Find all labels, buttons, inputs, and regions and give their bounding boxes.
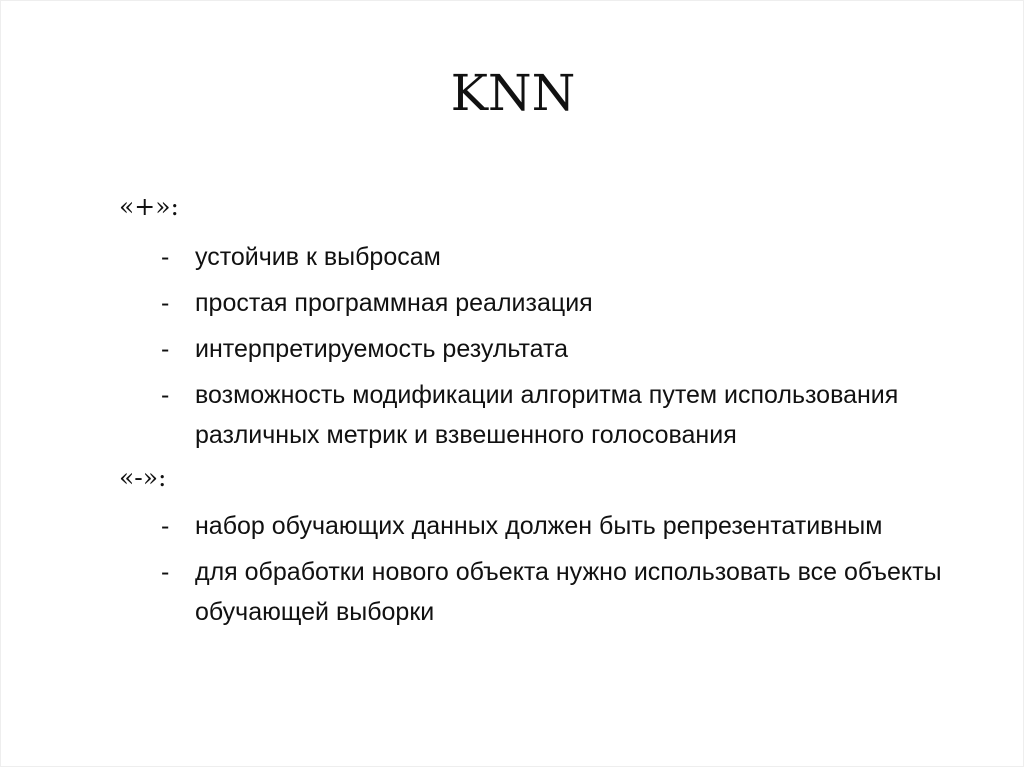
bullet-dash: -	[161, 512, 170, 540]
pros-item-text: возможность модификации алгоритма путем использования различных метрик и взвешенного голосования	[195, 381, 899, 449]
list-item	[161, 237, 961, 277]
cons-item-text: для обработки нового объекта нужно использовать все объекты обучающей выборки	[195, 558, 942, 626]
cons-heading: «-»:	[119, 463, 167, 492]
pros-heading: «+»:	[119, 192, 179, 221]
pros-item-text: простая программная реализация	[195, 289, 593, 317]
list-item	[161, 506, 961, 546]
bullet-dash: -	[161, 243, 170, 271]
pros-item-text: интерпретируемость результата	[195, 335, 569, 363]
bullet-dash: -	[161, 381, 170, 409]
list-item	[161, 329, 961, 369]
pros-list	[161, 237, 961, 461]
bullet-dash: -	[161, 289, 170, 317]
pros-item-text: устойчив к выбросам	[195, 243, 441, 271]
bullet-dash: -	[161, 335, 170, 363]
list-item	[161, 375, 961, 455]
list-item	[161, 552, 961, 632]
cons-list	[161, 506, 961, 638]
bullet-dash: -	[161, 558, 170, 586]
list-item	[161, 283, 961, 323]
cons-item-text: набор обучающих данных должен быть репрезентативным	[195, 512, 883, 540]
slide-title: KNN	[450, 64, 576, 122]
